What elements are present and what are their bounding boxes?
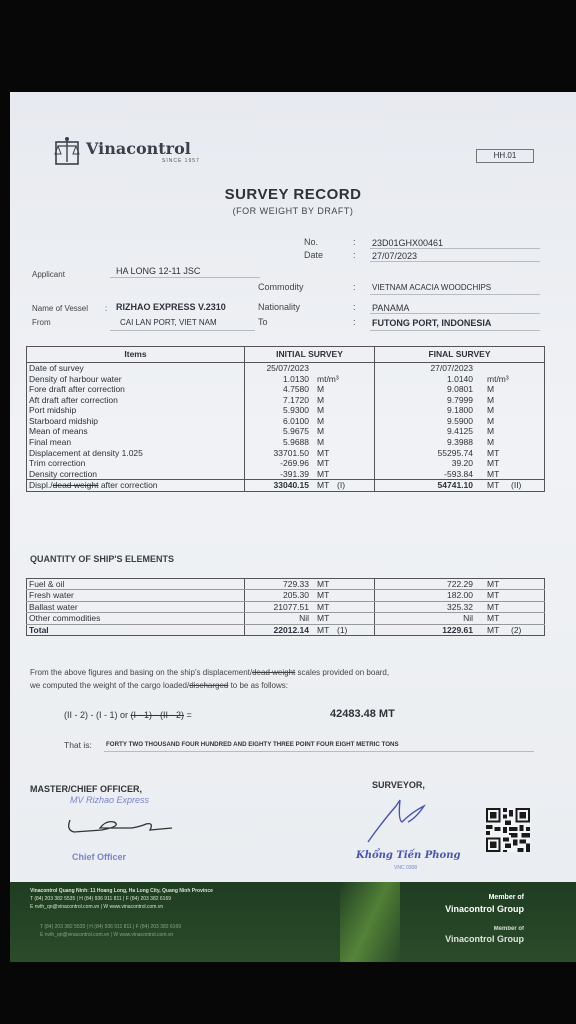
final-unit: mt/m³ bbox=[487, 373, 509, 384]
initial-unit: MT bbox=[317, 468, 330, 479]
no-underline bbox=[370, 248, 540, 249]
statement-line-1: From the above figures and basing on the ship's displacement/dead weight scales provided on board, bbox=[30, 668, 390, 677]
final-value: 9.1800 bbox=[447, 405, 473, 416]
initial-value: 205.30 bbox=[283, 590, 309, 601]
from-underline bbox=[110, 330, 255, 331]
initial-value: Nil bbox=[299, 613, 309, 624]
initial-value: 5.9688 bbox=[283, 437, 309, 448]
initial-value: 6.0100 bbox=[283, 415, 309, 426]
nationality-label: Nationality bbox=[258, 302, 301, 312]
row-item: Trim correction bbox=[27, 458, 245, 469]
initial-unit: MT bbox=[317, 447, 330, 458]
initial-total-unit: MT bbox=[317, 624, 330, 635]
final-unit: MT bbox=[487, 601, 500, 612]
final-value: 55295.74 bbox=[437, 447, 473, 458]
commodity-colon: : bbox=[353, 282, 356, 292]
vessel-colon: : bbox=[105, 304, 108, 313]
final-unit: M bbox=[487, 437, 495, 448]
date-value: 27/07/2023 bbox=[372, 251, 418, 261]
col-initial: INITIAL SURVEY bbox=[245, 347, 375, 363]
footer-email: E nvth_qn@vinacontrol.com.vn | W www.vinacontrol.com.vn bbox=[30, 904, 164, 910]
initial-unit: M bbox=[317, 405, 325, 416]
to-underline bbox=[370, 330, 540, 331]
document-subtitle: (FOR WEIGHT BY DRAFT) bbox=[232, 206, 354, 216]
surveyor-name: Khổng Tiến Phong bbox=[356, 850, 461, 861]
final-displ-tag: (II) bbox=[511, 480, 522, 491]
final-displ-unit: MT bbox=[487, 480, 500, 491]
to-colon: : bbox=[353, 317, 356, 327]
table-row bbox=[27, 579, 545, 590]
surveyor-title: SURVEYOR, bbox=[372, 780, 425, 790]
initial-value: 5.9300 bbox=[283, 405, 309, 416]
vessel-value: RIZHAO EXPRESS V.2310 bbox=[116, 302, 226, 312]
row-item: Fuel & oil bbox=[27, 579, 245, 590]
final-unit: MT bbox=[487, 613, 500, 624]
final-value: 39.20 bbox=[451, 458, 473, 469]
final-displ-value: 54741.10 bbox=[437, 480, 473, 491]
final-total-value: 1229.61 bbox=[442, 624, 473, 635]
to-value: FUTONG PORT, INDONESIA bbox=[372, 318, 492, 328]
final-value: 9.3988 bbox=[447, 437, 473, 448]
master-role: Chief Officer bbox=[72, 852, 127, 862]
initial-total-tag: (1) bbox=[337, 624, 348, 635]
last-row-pre: Displ./ bbox=[29, 480, 53, 491]
document-title: SURVEY RECORD bbox=[224, 186, 362, 203]
survey-record-sheet bbox=[10, 92, 576, 962]
final-value: 9.0801 bbox=[447, 384, 473, 395]
table-row bbox=[27, 363, 545, 374]
final-value: 182.00 bbox=[447, 590, 473, 601]
initial-unit: MT bbox=[317, 579, 330, 589]
applicant-label: Applicant bbox=[32, 270, 65, 279]
final-value: 722.29 bbox=[447, 579, 473, 589]
footer-member-label-ghost: Member of bbox=[493, 926, 524, 932]
from-value: CAI LAN PORT, VIET NAM bbox=[120, 318, 217, 327]
footer-phones: T (84) 203 382 5535 | H (84) 936 911 811 | F (84) 203 382 6169 bbox=[30, 896, 172, 902]
table-row bbox=[27, 601, 545, 612]
initial-value: -391.39 bbox=[280, 468, 309, 479]
logo-name: Vinacontrol bbox=[86, 139, 191, 158]
row-item: Final mean bbox=[27, 437, 245, 448]
table-row bbox=[27, 395, 545, 406]
initial-value: 4.7580 bbox=[283, 384, 309, 395]
logo-since: SINCE 1957 bbox=[162, 158, 200, 164]
cargo-result: 42483.48 MT bbox=[330, 708, 395, 720]
total-label: Total bbox=[27, 624, 245, 635]
initial-unit: M bbox=[317, 437, 325, 448]
no-value: 23D01GHX00461 bbox=[372, 238, 444, 248]
initial-displ-tag: (I) bbox=[337, 480, 346, 491]
to-label: To bbox=[258, 317, 268, 327]
table-row bbox=[27, 613, 545, 624]
final-unit: M bbox=[487, 394, 495, 405]
final-unit: M bbox=[487, 426, 495, 437]
footer-band bbox=[10, 882, 576, 962]
statement-line-2: we computed the weight of the cargo loaded/discharged to be as follows: bbox=[30, 681, 288, 690]
table-row bbox=[27, 416, 545, 427]
that-is-value: FORTY TWO THOUSAND FOUR HUNDRED AND EIGHTY THREE POINT FOUR EIGHT METRIC TONS bbox=[106, 741, 399, 748]
elements-title: QUANTITY OF SHIP'S ELEMENTS bbox=[30, 554, 174, 564]
commodity-label: Commodity bbox=[258, 282, 304, 292]
row-item: Date of survey bbox=[27, 363, 245, 374]
row-item: Port midship bbox=[27, 405, 245, 416]
footer-address: Vinacontrol Quang Ninh: 11 Hoang Long, Ha Long City, Quang Ninh Province bbox=[30, 888, 213, 894]
final-unit: MT bbox=[487, 579, 500, 589]
initial-value: -269.96 bbox=[280, 458, 309, 469]
initial-total-value: 22012.14 bbox=[273, 624, 309, 635]
commodity-underline bbox=[370, 294, 540, 295]
elements-total-row bbox=[27, 624, 545, 635]
footer-email-ghost: E nvth_qn@vinacontrol.com.vn | W www.vinacontrol.com.vn bbox=[40, 932, 174, 938]
table-row bbox=[27, 384, 545, 395]
col-items: Items bbox=[27, 347, 245, 363]
surveyor-signature bbox=[360, 792, 440, 848]
last-row-post: after correction bbox=[98, 480, 158, 491]
final-value: 27/07/2023 bbox=[430, 363, 473, 373]
initial-unit: M bbox=[317, 426, 325, 437]
row-item: Fore draft after correction bbox=[27, 384, 245, 395]
footer-member-group-ghost: Vinacontrol Group bbox=[445, 934, 524, 944]
row-item: Density of harbour water bbox=[27, 373, 245, 384]
date-label: Date bbox=[304, 250, 324, 260]
initial-unit: mt/m³ bbox=[317, 373, 339, 384]
initial-unit: MT bbox=[317, 590, 330, 601]
nationality-underline bbox=[370, 313, 540, 314]
row-item: Starboard midship bbox=[27, 416, 245, 427]
master-signature bbox=[62, 810, 182, 840]
initial-unit: M bbox=[317, 394, 325, 405]
survey-table bbox=[26, 346, 545, 492]
table-row bbox=[27, 426, 545, 437]
initial-value: 729.33 bbox=[283, 579, 309, 589]
initial-value: 5.9675 bbox=[283, 426, 309, 437]
final-value: 9.5900 bbox=[447, 415, 473, 426]
final-unit: M bbox=[487, 384, 495, 395]
final-unit: MT bbox=[487, 590, 500, 601]
initial-value: 1.0130 bbox=[283, 373, 309, 384]
surveyor-code: VNC 0308 bbox=[394, 865, 418, 871]
row-item: Density correction bbox=[27, 469, 245, 480]
table-row bbox=[27, 458, 545, 469]
displacement-total-row bbox=[27, 480, 545, 491]
final-value: 9.7999 bbox=[447, 394, 473, 405]
cargo-formula: (II - 2) - (I - 1) or (I - 1) - (II - 2) = bbox=[64, 710, 192, 720]
table-row bbox=[27, 469, 545, 480]
document-code: HH.01 bbox=[476, 149, 534, 163]
initial-unit: MT bbox=[317, 613, 330, 624]
no-colon: : bbox=[353, 237, 356, 247]
survey-table-header bbox=[27, 347, 545, 363]
initial-value: 21077.51 bbox=[273, 601, 309, 612]
final-unit: MT bbox=[487, 468, 500, 479]
row-item: Mean of means bbox=[27, 426, 245, 437]
col-final: FINAL SURVEY bbox=[375, 347, 545, 363]
qr-code-icon bbox=[486, 808, 530, 852]
final-unit: MT bbox=[487, 447, 500, 458]
last-row-strike: dead weight bbox=[52, 480, 99, 491]
final-total-tag: (2) bbox=[511, 624, 522, 635]
footer-member-label: Member of bbox=[488, 894, 524, 901]
table-row bbox=[27, 448, 545, 459]
row-item: Ballast water bbox=[27, 601, 245, 612]
nationality-value: PANAMA bbox=[372, 303, 410, 313]
row-item: Displacement at density 1.025 bbox=[27, 448, 245, 459]
that-is-underline bbox=[104, 751, 534, 752]
initial-value: 7.1720 bbox=[283, 394, 309, 405]
footer-address-ghost: T (84) 203 382 5535 | H (84) 936 911 811 | F (84) 203 382 6169 bbox=[40, 924, 182, 930]
table-row bbox=[27, 437, 545, 448]
final-unit: MT bbox=[487, 458, 500, 469]
company-logo bbox=[52, 134, 212, 170]
row-item: Aft draft after correction bbox=[27, 395, 245, 406]
initial-value: 33701.50 bbox=[273, 447, 309, 458]
applicant-value: HA LONG 12-11 JSC bbox=[116, 266, 201, 276]
vessel-label: Name of Vessel bbox=[32, 304, 89, 313]
final-value: Nil bbox=[463, 613, 473, 624]
final-unit: M bbox=[487, 405, 495, 416]
master-title: MASTER/CHIEF OFFICER, bbox=[30, 784, 142, 794]
table-row bbox=[27, 590, 545, 601]
row-item: Fresh water bbox=[27, 590, 245, 601]
initial-unit: M bbox=[317, 415, 325, 426]
scale-logo-icon bbox=[52, 134, 82, 166]
final-value: 1.0140 bbox=[447, 373, 473, 384]
final-value: -593.84 bbox=[444, 468, 473, 479]
from-label: From bbox=[32, 318, 51, 327]
table-row bbox=[27, 405, 545, 416]
master-stamp: MV Rizhao Express bbox=[70, 795, 150, 805]
date-colon: : bbox=[353, 250, 356, 260]
commodity-value: VIETNAM ACACIA WOODCHIPS bbox=[372, 283, 492, 292]
final-value: 9.4125 bbox=[447, 426, 473, 437]
final-value: 325.32 bbox=[447, 601, 473, 612]
footer-member-group: Vinacontrol Group bbox=[445, 904, 524, 914]
initial-displ-value: 33040.15 bbox=[273, 480, 309, 491]
nationality-colon: : bbox=[353, 302, 356, 312]
footer-stripe bbox=[340, 882, 400, 962]
applicant-underline bbox=[110, 277, 260, 278]
initial-displ-unit: MT bbox=[317, 480, 330, 491]
final-unit: M bbox=[487, 415, 495, 426]
initial-unit: MT bbox=[317, 601, 330, 612]
initial-value: 25/07/2023 bbox=[266, 363, 309, 373]
that-is-label: That is: bbox=[64, 740, 92, 750]
final-total-unit: MT bbox=[487, 624, 500, 635]
initial-unit: M bbox=[317, 384, 325, 395]
elements-table bbox=[26, 578, 545, 636]
date-underline bbox=[370, 261, 540, 262]
initial-unit: MT bbox=[317, 458, 330, 469]
row-item: Other commodities bbox=[27, 613, 245, 624]
no-label: No. bbox=[304, 237, 319, 247]
table-row bbox=[27, 373, 545, 384]
